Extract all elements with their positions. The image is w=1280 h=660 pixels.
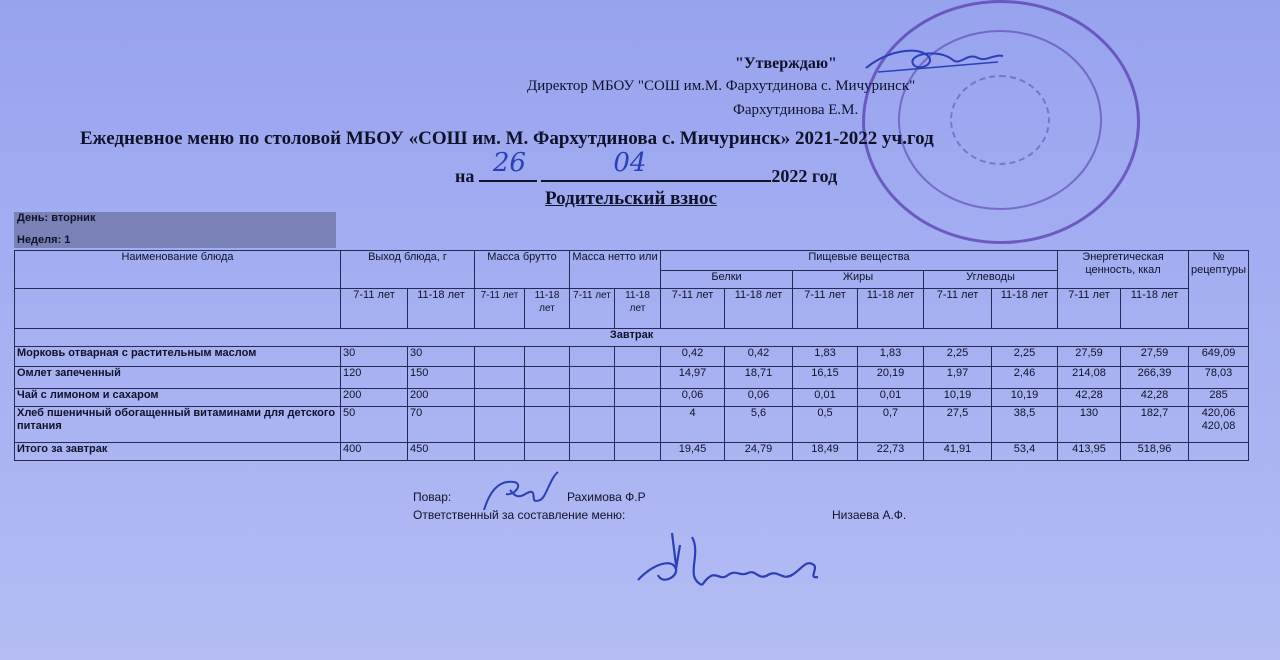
value-cell: 27,59 xyxy=(1121,347,1189,367)
value-cell: 182,7 xyxy=(1121,407,1189,443)
value-cell xyxy=(475,389,525,407)
value-cell: 19,45 xyxy=(661,443,725,461)
responsible-signature xyxy=(632,525,852,605)
value-cell xyxy=(570,407,615,443)
value-cell: 18,71 xyxy=(725,367,793,389)
day-label: День: xyxy=(17,212,49,224)
date-line xyxy=(455,148,838,187)
age-header: 7-11 лет xyxy=(341,289,408,329)
age-header: 11-18 лет xyxy=(615,289,661,329)
value-cell: 5,6 xyxy=(725,407,793,443)
age-header: 7-11 лет xyxy=(924,289,992,329)
value-cell: 42,28 xyxy=(1058,389,1121,407)
col-nutrients-header: Пищевые вещества xyxy=(661,251,1058,271)
value-cell: 20,19 xyxy=(858,367,924,389)
col-name-header: Наименование блюда xyxy=(15,251,341,289)
header-row-ages xyxy=(15,289,1249,329)
month-field xyxy=(541,148,771,182)
col-carb-header: Углеводы xyxy=(924,271,1058,289)
director-signature xyxy=(858,42,1008,82)
date-year: 2022 год xyxy=(771,166,838,186)
value-cell: 200 xyxy=(408,389,475,407)
dish-name: Омлет запеченный xyxy=(15,367,341,389)
dish-name: Морковь отварная с растительным маслом xyxy=(15,347,341,367)
value-cell: 130 xyxy=(1058,407,1121,443)
value-cell: 4 xyxy=(661,407,725,443)
value-cell xyxy=(525,389,570,407)
age-header: 11-18 лет xyxy=(408,289,475,329)
value-cell: 70 xyxy=(408,407,475,443)
table-row xyxy=(15,347,1249,367)
dish-name: Итого за завтрак xyxy=(15,443,341,461)
value-cell: 200 xyxy=(341,389,408,407)
value-cell xyxy=(570,443,615,461)
value-cell: 0,5 xyxy=(793,407,858,443)
value-cell: 413,95 xyxy=(1058,443,1121,461)
value-cell: 53,4 xyxy=(992,443,1058,461)
value-cell: 50 xyxy=(341,407,408,443)
value-cell xyxy=(525,347,570,367)
cook-name: Рахимова Ф.Р xyxy=(567,490,646,504)
age-header: 7-11 лет xyxy=(661,289,725,329)
value-cell: 518,96 xyxy=(1121,443,1189,461)
value-cell: 0,01 xyxy=(858,389,924,407)
age-header: 7-11 лет xyxy=(1058,289,1121,329)
value-cell xyxy=(570,347,615,367)
table-row xyxy=(15,389,1249,407)
menu-title: Ежедневное меню по столовой МБОУ «СОШ им. М. Фархутдинова с. Мичуринск» 2021-2022 уч.год xyxy=(80,128,934,149)
value-cell xyxy=(615,367,661,389)
day-field xyxy=(479,148,537,182)
value-cell: 214,08 xyxy=(1058,367,1121,389)
value-cell xyxy=(475,367,525,389)
age-header: 7-11 лет xyxy=(570,289,615,329)
recipe-cell: 420,06 420,08 xyxy=(1189,407,1249,443)
recipe-cell: 78,03 xyxy=(1189,367,1249,389)
value-cell: 0,42 xyxy=(725,347,793,367)
seal-center xyxy=(950,75,1050,165)
recipe-cell: 649,09 xyxy=(1189,347,1249,367)
total-row xyxy=(15,443,1249,461)
value-cell xyxy=(615,443,661,461)
value-cell: 16,15 xyxy=(793,367,858,389)
value-cell: 10,19 xyxy=(992,389,1058,407)
value-cell: 30 xyxy=(341,347,408,367)
date-prefix: на xyxy=(455,166,475,186)
col-output-header: Выход блюда, г xyxy=(341,251,475,289)
age-header: 11-18 лет xyxy=(725,289,793,329)
value-cell: 10,19 xyxy=(924,389,992,407)
age-header: 11-18 лет xyxy=(1121,289,1189,329)
approval-heading: "Утверждаю" xyxy=(735,55,837,72)
value-cell: 150 xyxy=(408,367,475,389)
value-cell: 38,5 xyxy=(992,407,1058,443)
subtitle: Родительский взнос xyxy=(545,188,717,209)
value-cell: 1,83 xyxy=(858,347,924,367)
date-day: 26 xyxy=(492,148,526,178)
section-breakfast: Завтрак xyxy=(15,329,1249,347)
col-gross-header: Масса брутто xyxy=(475,251,570,289)
value-cell xyxy=(570,367,615,389)
menu-table xyxy=(14,250,1249,461)
age-header: 11-18 лет xyxy=(992,289,1058,329)
value-cell: 27,5 xyxy=(924,407,992,443)
value-cell: 0,06 xyxy=(725,389,793,407)
value-cell xyxy=(615,407,661,443)
menu-rows xyxy=(15,347,1249,461)
date-month: 04 xyxy=(613,148,647,178)
cook-label: Повар: xyxy=(413,490,452,504)
recipe-cell xyxy=(1189,443,1249,461)
recipe-cell: 285 xyxy=(1189,389,1249,407)
value-cell xyxy=(525,367,570,389)
value-cell: 41,91 xyxy=(924,443,992,461)
col-energy-header: Энергетическая ценность, ккал xyxy=(1058,251,1189,289)
value-cell: 1,97 xyxy=(924,367,992,389)
value-cell: 18,49 xyxy=(793,443,858,461)
value-cell: 0,06 xyxy=(661,389,725,407)
value-cell: 14,97 xyxy=(661,367,725,389)
value-cell xyxy=(475,407,525,443)
value-cell: 42,28 xyxy=(1121,389,1189,407)
value-cell xyxy=(525,443,570,461)
value-cell xyxy=(475,443,525,461)
value-cell xyxy=(570,389,615,407)
value-cell: 0,7 xyxy=(858,407,924,443)
value-cell xyxy=(615,389,661,407)
director-name: Фархутдинова Е.М. xyxy=(733,102,859,118)
value-cell xyxy=(475,347,525,367)
dish-name: Чай с лимоном и сахаром xyxy=(15,389,341,407)
value-cell xyxy=(525,407,570,443)
value-cell: 0,01 xyxy=(793,389,858,407)
week-value: 1 xyxy=(64,234,71,246)
value-cell: 24,79 xyxy=(725,443,793,461)
table-row xyxy=(15,407,1249,443)
responsible-label: Ответственный за составление меню: xyxy=(413,508,626,522)
age-header: 11-18 лет xyxy=(858,289,924,329)
age-header: 7-11 лет xyxy=(475,289,525,329)
responsible-name: Низаева А.Ф. xyxy=(832,508,907,522)
header-row-1 xyxy=(15,251,1249,271)
value-cell xyxy=(615,347,661,367)
value-cell: 266,39 xyxy=(1121,367,1189,389)
table-row xyxy=(15,367,1249,389)
director-title: Директор МБОУ "СОШ им.М. Фархутдинова с. Мичуринск" xyxy=(527,78,916,94)
value-cell: 22,73 xyxy=(858,443,924,461)
value-cell: 120 xyxy=(341,367,408,389)
col-recipe-header: № рецептуры xyxy=(1189,251,1249,329)
day-value: вторник xyxy=(51,212,96,224)
col-protein-header: Белки xyxy=(661,271,793,289)
col-net-header: Масса нетто или xyxy=(570,251,661,289)
value-cell: 400 xyxy=(341,443,408,461)
value-cell: 2,25 xyxy=(992,347,1058,367)
value-cell: 0,42 xyxy=(661,347,725,367)
col-fat-header: Жиры xyxy=(793,271,924,289)
section-row xyxy=(15,329,1249,347)
week-label: Неделя: xyxy=(17,234,62,246)
dish-name: Хлеб пшеничный обогащенный витаминами для детского питания xyxy=(15,407,341,443)
age-header: 7-11 лет xyxy=(793,289,858,329)
empty-header-cell xyxy=(15,289,341,329)
value-cell: 2,46 xyxy=(992,367,1058,389)
value-cell: 27,59 xyxy=(1058,347,1121,367)
value-cell: 1,83 xyxy=(793,347,858,367)
value-cell: 30 xyxy=(408,347,475,367)
age-header: 11-18 лет xyxy=(525,289,570,329)
day-info-box xyxy=(14,212,336,248)
value-cell: 450 xyxy=(408,443,475,461)
value-cell: 2,25 xyxy=(924,347,992,367)
